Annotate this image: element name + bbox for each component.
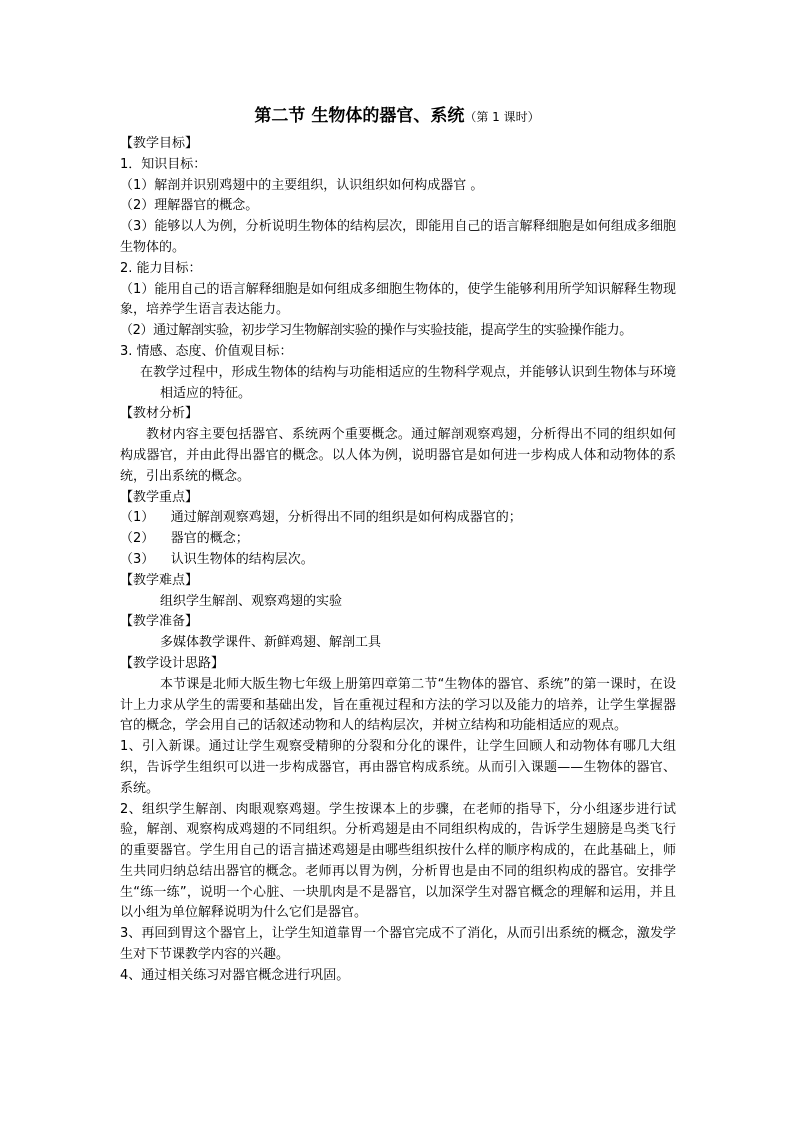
design-step-2: 2、组织学生解剖、肉眼观察鸡翅。学生按课本上的步骤，在老师的指导下，分小组逐步进行试验，解剖、观察构成鸡翅的不同组织。分析鸡翅是由不同组织构成的，告诉学生翅膀是鸟类飞行的重要器官。学生用自己的语言描述鸡翅是由哪些组织按什么样的顺序构成的，在此基础上，师生共同归纳总结出器官的概念。老师再以胃为例，分析胃也是由不同的组织构成的器官。安排学生“练一练”，说明一个心脏、一块肌肉是不是器官，以加深学生对器官概念的理解和运用，并且以小组为单位解释说明为什么它们是器官。	[120, 801, 676, 921]
design-step-3: 3、再回到胃这个器官上，让学生知道靠胃一个器官完成不了消化，从而引出系统的概念，激发学生对下节课教学内容的兴趣。	[120, 926, 676, 963]
ability-objectives-label: 2. 能力目标：	[120, 260, 202, 276]
key-point-1: （1） 通过解剖观察鸡翅，分析得出不同的组织是如何构成器官的；	[120, 510, 522, 526]
design-step-4: 4、通过相关练习对器官概念进行巩固。	[120, 967, 350, 983]
section-heading-difficulties: 【教学难点】	[120, 572, 199, 588]
ability-objective-2: （2）通过解剖实验，初步学习生物解剖实验的操作与实验技能，提高学生的实验操作能力。	[120, 323, 632, 339]
emotion-objective-text: 在教学过程中，形成生物体的结构与功能相适应的生物科学观点，并能够认识到生物体与环境相适应的特征。	[140, 364, 676, 401]
knowledge-objective-2: （2）理解器官的概念。	[120, 198, 259, 214]
section-heading-objectives: 【教学目标】	[120, 136, 199, 151]
key-point-2: （2） 器官的概念；	[120, 531, 249, 547]
document-body	[120, 134, 676, 987]
knowledge-objectives-label: 1．知识目标：	[120, 156, 207, 172]
title-sub: （第 1 课时）	[464, 110, 540, 124]
design-ideas-intro: 本节课是北师大版生物七年级上册第四章第二节“生物体的器官、系统”的第一课时，在设计上力求从学生的需要和基础出发，旨在重视过程和方法的学习以及能力的培养，让学生掌握器官的概念，学会用自己的话叙述动物和人的结构层次，并树立结构和功能相适应的观点。	[120, 676, 676, 734]
preparation-text: 多媒体教学课件、新鲜鸡翅、解剖工具	[160, 635, 382, 651]
section-heading-design-ideas: 【教学设计思路】	[120, 655, 225, 671]
emotion-objectives-label: 3. 情感、态度、价值观目标：	[120, 343, 293, 359]
section-heading-material-analysis: 【教材分析】	[120, 406, 199, 422]
key-point-3: （3） 认识生物体的结构层次。	[120, 551, 314, 567]
ability-objective-1: （1）能用自己的语言解释细胞是如何组成多细胞生物体的，使学生能够利用所学知识解释生物现象，培养学生语言表达能力。	[120, 281, 676, 318]
difficulty-text: 组织学生解剖、观察鸡翅的实验	[160, 593, 343, 609]
section-heading-key-points: 【教学重点】	[120, 489, 199, 505]
knowledge-objective-1: （1）解剖并识别鸡翅中的主要组织，认识组织如何构成器官 。	[120, 177, 484, 193]
knowledge-objective-3: （3）能够以人为例，分析说明生物体的结构层次，即能用自己的语言解释细胞是如何组成多细胞生物体的。	[120, 219, 676, 255]
design-step-1: 1、引入新课。通过让学生观察受精卵的分裂和分化的课件，让学生回顾人和动物体有哪几大组织，告诉学生组织可以进一步构成器官，再由器官构成系统。从而引入课题——生物体的器官、系统。	[120, 739, 676, 796]
title-main: 第二节 生物体的器官、系统	[254, 106, 465, 126]
page-title	[0, 104, 794, 129]
material-analysis-text: 教材内容主要包括器官、系统两个重要概念。通过解剖观察鸡翅，分析得出不同的组织如何构成器官，并由此得出器官的概念。以人体为例，说明器官是如何进一步构成人体和动物体的系统，引出系统的概念。	[120, 427, 676, 484]
section-heading-preparation: 【教学准备】	[120, 614, 199, 630]
